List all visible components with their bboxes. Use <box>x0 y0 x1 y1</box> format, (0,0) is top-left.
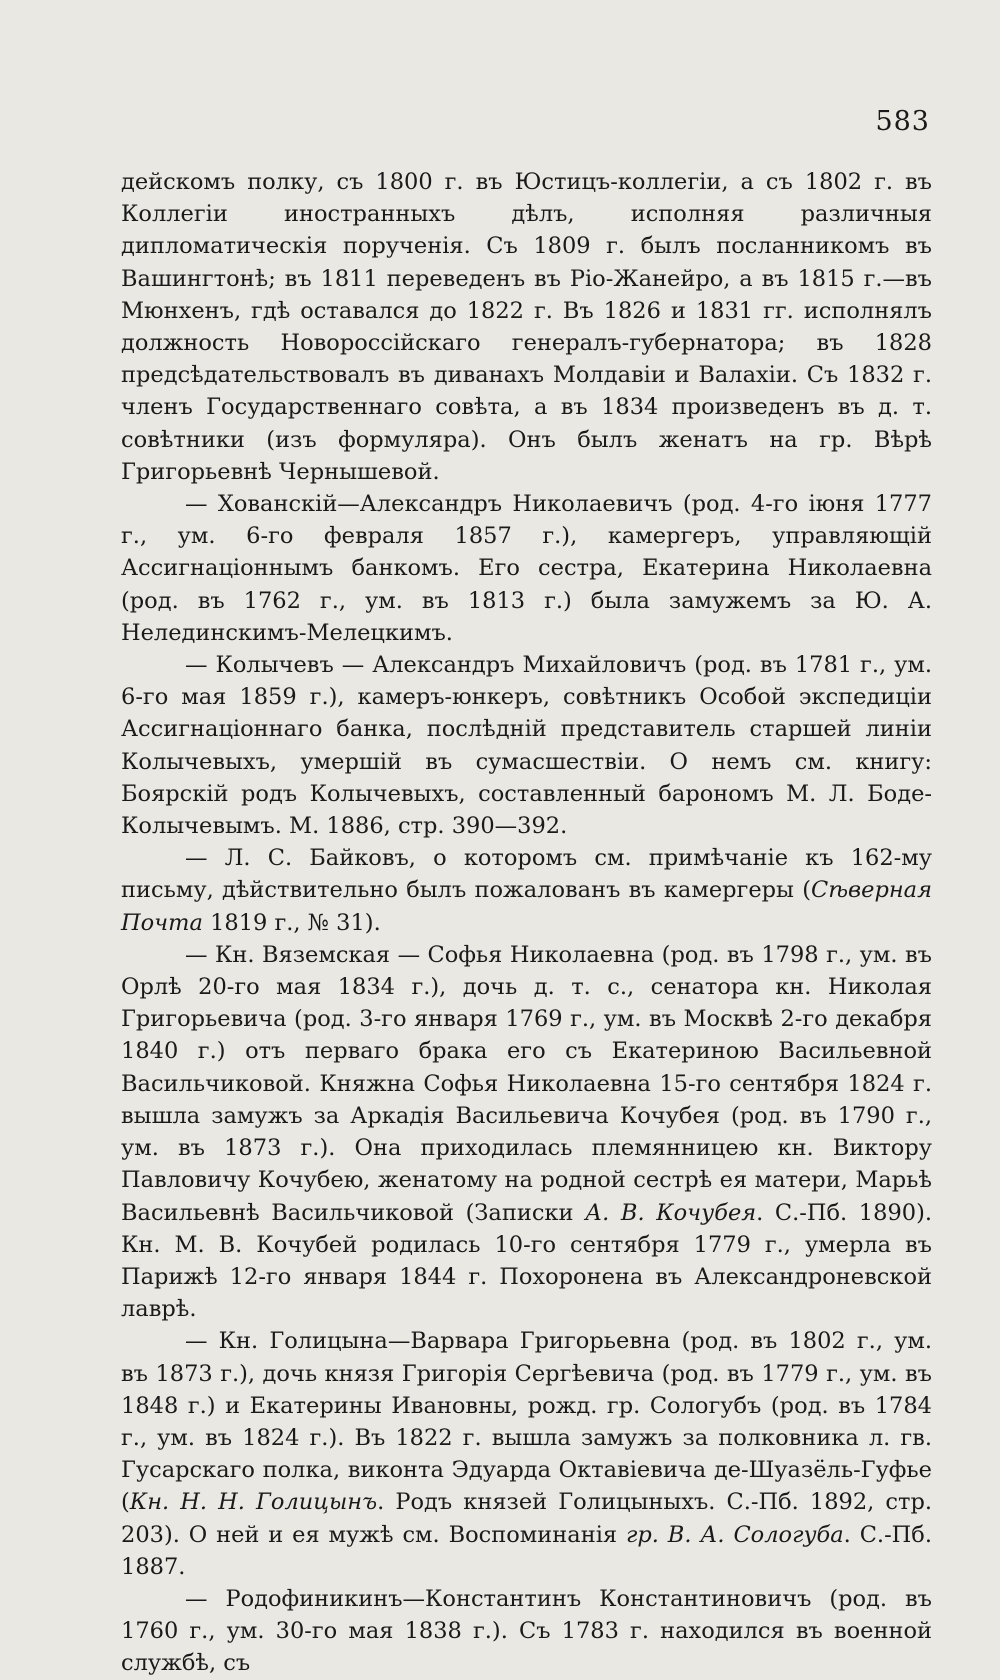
italic-citation: А. В. Кочубея <box>585 1199 757 1226</box>
entry-paragraph <box>121 842 932 939</box>
text-run: дейскомъ полку, съ 1800 г. въ Юстицъ-коллегіи, а съ 1802 г. въ Коллегіи иностранныхъ дѣлъ, исполняя различныя дипломатическія порученія. Съ 1809 г. былъ посланникомъ въ Вашингтонѣ; въ 1811 переведенъ въ Ріо-Жанейро, а въ 1815 г.—въ Мюнхенъ, гдѣ оставался до 1822 г. Въ 1826 и 1831 гг. исполнялъ должность Новороссійскаго генералъ-губернатора; въ 1828 предсѣдательствовалъ въ диванахъ Молдавіи и Валахіи. Съ 1832 г. членъ Государственнаго совѣта, а въ 1834 произведенъ въ д. т. совѣтники (изъ формуляра). Онъ былъ женатъ на гр. Вѣрѣ Григорьевнѣ Чернышевой. <box>121 169 932 485</box>
entry-paragraph <box>121 1583 932 1680</box>
body-text <box>121 166 932 1680</box>
entry-paragraph <box>121 1325 932 1583</box>
entry-paragraph <box>121 488 932 649</box>
text-run: — Кн. Голицына—Варвара Григорьевна (род. въ 1802 г., ум. въ 1873 г.), дочь князя Григорія Сергѣевича (род. въ 1779 г., ум. въ 1848 г.) и Екатерины Ивановны, рожд. гр. Сологубъ (род. въ 1784 г., ум. въ 1824 г.). Въ 1822 г. вышла замужъ за полковника л. гв. Гусарскаго полка, виконта Эдуарда Октавіевича де-Шуазёль-Гуфье ( <box>121 1328 932 1516</box>
italic-citation: Кн. Н. Н. Голицынъ <box>129 1489 378 1516</box>
text-run: — Хованскій—Александръ Николаевичъ (род. 4-го іюня 1777 г., ум. 6-го февраля 1857 г.), камергеръ, управляющій Ассигнаціоннымъ банкомъ. Его сестра, Екатерина Николаевна (род. въ 1762 г., ум. въ 1813 г.) была замужемъ за Ю. А. Нелединскимъ-Мелецкимъ. <box>121 491 932 646</box>
entry-paragraph <box>121 939 932 1325</box>
text-run: . С.-Пб. 1887. <box>121 1521 932 1580</box>
text-run: — Л. С. Байковъ, о которомъ см. примѣчаніе къ 162-му письму, дѣйствительно былъ пожалованъ въ камергеры ( <box>121 845 932 904</box>
italic-citation: Сѣверная Почта <box>121 877 932 936</box>
text-run: . С.-Пб. 1890). Кн. М. В. Кочубей родилась 10-го сентября 1779 г., умерла въ Парижѣ 12-го января 1844 г. Похоронена въ Александроневской лаврѣ. <box>121 1199 932 1323</box>
entry-paragraph <box>121 649 932 842</box>
page-number: 583 <box>875 106 930 137</box>
text-run: — Родофиникинъ—Константинъ Константиновичъ (род. въ 1760 г., ум. 30-го мая 1838 г.). Съ 1783 г. находился въ военной службѣ, съ <box>121 1585 932 1677</box>
text-run: . Родъ князей Голицыныхъ. С.-Пб. 1892, стр. 203). О ней и ея мужѣ см. Воспоминанія <box>121 1489 932 1548</box>
italic-citation: гр. В. А. Сологуба <box>626 1521 844 1548</box>
text-run: 1819 г., № 31). <box>202 909 381 936</box>
continuation-paragraph <box>121 166 932 488</box>
text-run: — Кн. Вяземская — Софья Николаевна (род. въ 1798 г., ум. въ Орлѣ 20-го мая 1834 г.), дочь д. т. с., сенатора кн. Николая Григорьевича (род. 3-го января 1769 г., ум. въ Москвѣ 2-го декабря 1840 г.) отъ перваго брака его съ Екатериною Васильевной Васильчиковой. Княжна Софья Николаевна 15-го сентября 1824 г. вышла замужъ за Аркадія Васильевича Кочубея (род. въ 1790 г., ум. въ 1873 г.). Она приходилась племянницею кн. Виктору Павловичу Кочубею, женатому на родной сестрѣ ея матери, Марьѣ Васильевнѣ Васильчиковой (Записки <box>121 941 932 1226</box>
text-run: — Колычевъ — Александръ Михайловичъ (род. въ 1781 г., ум. 6-го мая 1859 г.), камеръ-юнкеръ, совѣтникъ Особой экспедиціи Ассигнаціоннаго банка, послѣдній представитель старшей линіи Колычевыхъ, умершій въ сумасшествіи. О немъ см. книгу: Боярскій родъ Колычевыхъ, составленный барономъ М. Л. Боде-Колычевымъ. М. 1886, стр. 390—392. <box>121 652 932 840</box>
